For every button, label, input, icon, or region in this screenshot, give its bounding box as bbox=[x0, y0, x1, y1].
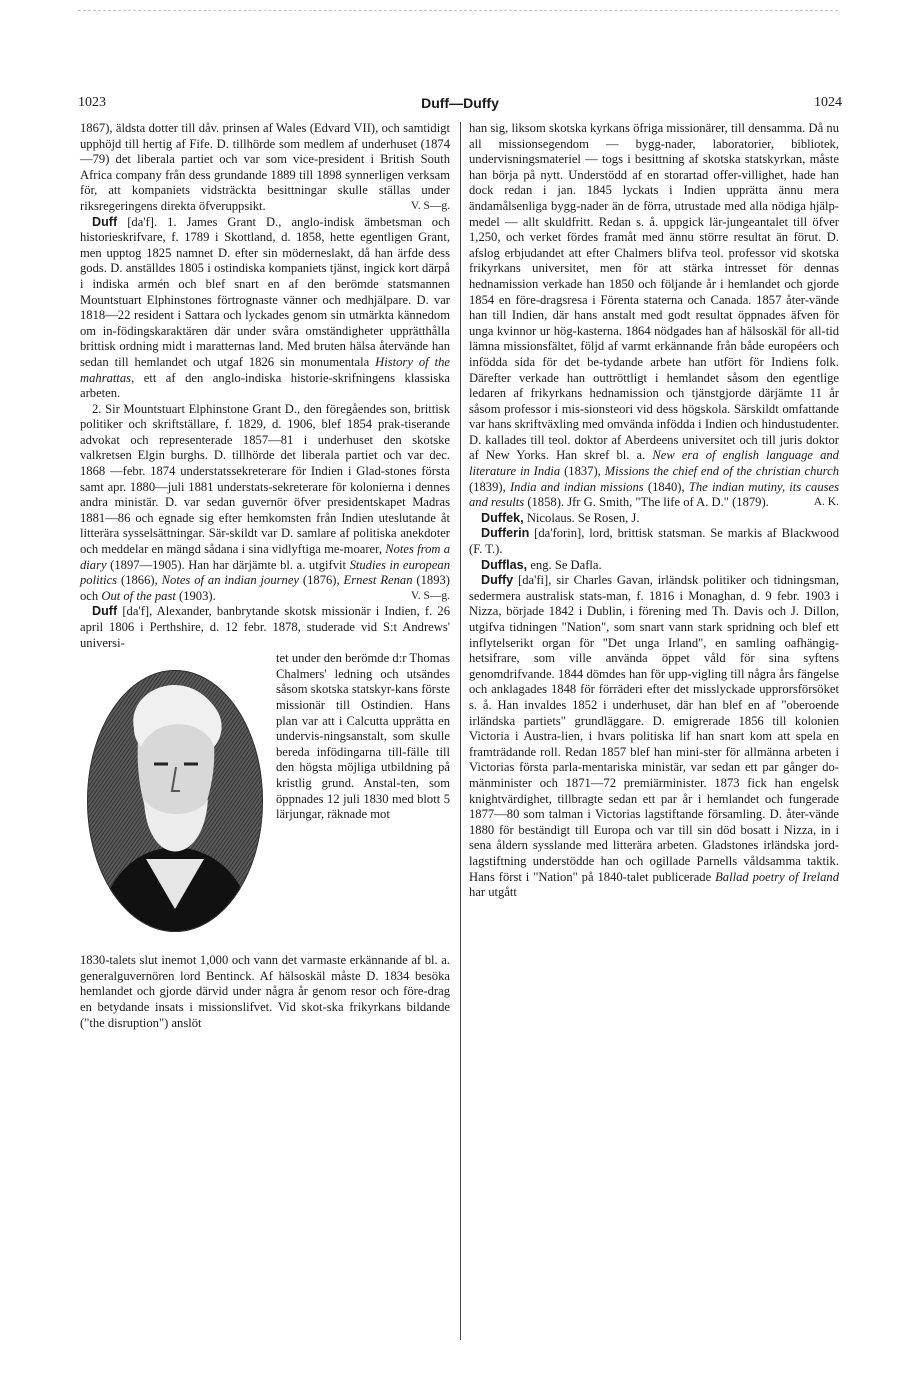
headword: Dufferin bbox=[481, 526, 530, 541]
top-dashed-rule bbox=[78, 10, 838, 11]
entry-continuation: 1867), äldsta dotter till dåv. prinsen af Wales (Edvard VII), och samtidigt upphöjd till hertig af Fife. D. tillhörde som medlem af underhuset (1874—79) det liberala partiet och var som vice-president i British South Africa company från dess grundande 1889 till 1898 synnerligen verksam för, att kompaniets vidsträckta besittningar skulle ställas under riksregeringens direkta öfveruppsikt. V. S—g. bbox=[80, 121, 450, 213]
entry-dufflas: Dufflas, eng. Se Dafla. bbox=[481, 557, 602, 572]
alexander-duff-portrait bbox=[80, 653, 270, 953]
author-signature: V. S—g. bbox=[410, 199, 450, 212]
page-header bbox=[78, 95, 842, 115]
wrapped-text-beside-portrait: tet under den berömde d:r Thomas Chalmers' ledning och utsändes såsom skotska statskyr-kans förste missionär till Ostindien. Hans plan var att i Calcutta upprätta en undervis-ningsanstalt, som skulle bereda infödingarna till-fälle till den högsta möjliga utbildning på kristlig grund. Anstal-ten, som öppnades 12 juli 1830 med blott 5 lärjungar, räknade mot bbox=[276, 651, 450, 822]
entry-dufferin: Dufferin [da'forin], lord, brittisk statsman. Se markis af Blackwood (F. T.). bbox=[469, 526, 839, 557]
headword: Dufflas, bbox=[481, 557, 528, 572]
headword: Duff bbox=[92, 214, 118, 229]
left-page-number: 1023 bbox=[78, 95, 106, 110]
entry-duff-alexander-end: han sig, liksom skotska kyrkans öfriga missionärer, till densamma. Då nu all missionsegendom — bygg-nader, laboratorier, bibliotek, undervisningsmateriel — togs i besittning af skotska statskyrkan, måste han börja på nytt. Understödd af en storartad offer-villighet, hade han dock redan i jan. 1845 lyckats i Indien upprätta ännu mera ändamålsenliga bygg-nader än de förra, utrustade med alla nödiga hjälp-medel — allt skuldfritt. Redan s. å. uppgick lär-jungeantalet till öfver 1,250, och verket fördes framåt med ännu större resultat än förut. D. afslog erbjudandet att efter Chalmers blifva teol. professor vid skotska frikyrkans universitet, men för att stärka intresset för dennas hednamission verkade han 1850 och följande år i hemlandet och gjorde 1854 en före-dragsresa i Förenta staterna och Canada. 1857 åter-vände han till Indien, där hans anstalt med godt resultat öppnades äfven för unga kvinnor ur hög-kasterna. 1864 nödgades han af hälsoskäl för all-tid lämna missionsfältet, följd af varmt erkännande från både européers och infödda sida för det be-tydande arbete han utfört för Indiens folk. Därefter verkade han outtröttligt i hemlandet såsom den egentlige ledaren af frikyrkans hednamission och tjänstgjorde därjämte 11 år såsom professor i mis-sionsteori vid dess högskola. Särskildt omfattande var hans skriftväxling med omvända infödda i Indien och hindustudenter. D. kallades till teol. doktor af Aberdeens universitet och till juris doktor af New Yorks. Han skref bl. a. New era of english language and literature in India (1837), Missions the chief end of the christian church (1839), India and indian missions (1840), The indian mutiny, its causes and results (1858). Jfr G. Smith, "The life of A. D." (1879). A. K. bbox=[469, 121, 840, 510]
running-title: Duff—Duffy bbox=[421, 95, 499, 111]
headword: Duff bbox=[92, 604, 118, 619]
entry-duff-alexander-cont: 1830-talets slut inemot 1,000 och vann det varmaste erkännande af bl. a. generalguvernören lord Bentinck. Af hälsoskäl måste D. 1834 besöka hemlandet och gjorde därvid under några år genom resor och före-drag en betydande insats i missionslifvet. Vid skot-ska frikyrkans bildande ("the disruption") anslöt bbox=[80, 953, 450, 1030]
right-column bbox=[469, 121, 839, 901]
entry-duff-mountstuart: 2. Sir Mountstuart Elphinstone Grant D., den föregåendes son, brittisk politiker och skriftställare, f. 1829, d. 1906, blef 1854 prak-tiserande advokat och representerade 1857—81 i underhuset den skotske valkretsen Elgin burghs. D. tillhörde det liberala partiet och var dec. 1868 —febr. 1874 understatssekreterare för Indien i Glad-stones första samt apr. 1880—juli 1881 understats-sekreterare för kolonierna i dennes andra ministär. D. var sedan guvernör öfver presidentskapet Madras 1881—86 och egnade sig efter hemkomsten från Indien uteslutande åt litterära sysselsättningar. Sär-skildt var D. samlare af politiska anekdoter och meddelar en mängd sådana i sina vidlyftiga me-moarer, Notes from a diary (1897—1905). Han har därjämte bl. a. utgifvit Studies in european politics (1866), Notes of an indian journey (1876), Ernest Renan (1893) och Out of the past (1903). V. S—g. bbox=[80, 401, 450, 603]
headword: Duffek, bbox=[481, 510, 524, 525]
author-signature: A. K. bbox=[813, 496, 839, 509]
entry-duff-alexander: Duff [da'f], Alexander, banbrytande skotsk missionär i Indien, f. 26 april 1806 i Perthshire, d. 12 febr. 1878, studerade vid S:t Andrews' universi- bbox=[80, 604, 450, 650]
left-column bbox=[80, 121, 450, 1031]
column-divider bbox=[460, 122, 461, 1340]
headword: Duffy bbox=[481, 573, 514, 588]
portrait-engraving bbox=[86, 669, 264, 933]
entry-duff-james-grant: Duff [da'f]. 1. James Grant D., anglo-indisk ämbetsman och historieskrifvare, f. 1789 i Skottland, d. 1858, hette egentligen Grant, men upptog 1825 namnet D. efter sin möderneslakt, då han ärfde dess gods. D. anställdes 1805 i ostindiska kompaniets tjänst, ingick kort därpå i indiska armén och blef snart en af den berömde statsmannen Mountstuart Elphinstones förtrognaste vänner och medhjälpare. D. var 1818—22 resident i Sattara och lyckades genom sin utmärkta kännedom om in-födingskaraktären där under svåra omständigheter upprätthålla brittisk ordning midt i maratternas land. Med bruten hälsa återvände han sedan till hemlandet och utgaf 1826 sin monumentala History of the mahrattas, ett af den anglo-indiska historie-skrifningens klassiska arbeten. bbox=[80, 214, 450, 401]
entry-duffek: Duffek, Nicolaus. Se Rosen, J. bbox=[481, 510, 640, 525]
entry-duffy: Duffy [da'fi], sir Charles Gavan, irländsk politiker och tidningsman, sedermera australisk stats-man, f. 1816 i Monaghan, d. 9 febr. 1903 i Nizza, började 1842 i Dublin, i förening med Th. Davis och J. Dillon, utgifva tidningen "Nation", som snart vann stark spridning och blef ett inflytelserikt organ för "Det unga Irland", en samling oafhängig-hetsifrare, som ville använda öppet våld för sina syftens genomdrifvande. 1844 dömdes han för upp-vigling till några års fängelse och anklagades 1848 för förräderi efter det misslyckade upprorsförsöket s. å. Han invaldes 1852 i underhuset, där han blef en af "oberoende irländska partiets" grundläggare. D. emigrerade 1856 till kolonien Victoria i Austra-lien, i hvars politiska lif han snart kom att spela en framträdande roll. Redan 1857 blef han mini-ster för allmänna arbeten i Victorias första parla-mentariska ministär, var sedan ett par gånger do-mänminister och 1871—72 premiärminister. 1873 fick han engelsk knightvärdighet, tillbragte sedan ett par år i hemlandet och fungerade 1877—80 som talman i Victorias lagstiftande församling. D. åter-vände 1880 för beständigt till Europa och var till sin död bosatt i Nizza, in i sena åldern sysslande med litterära arbeten. Gladstones irländska jord-lagstiftning understödde han och ogillade Parnells våldsamma taktik. Hans först i "Nation" på 1840-talet publicerade Ballad poetry of Ireland har utgått bbox=[469, 573, 839, 900]
author-signature: V. S—g. bbox=[410, 589, 450, 602]
right-page-number: 1024 bbox=[814, 95, 842, 110]
